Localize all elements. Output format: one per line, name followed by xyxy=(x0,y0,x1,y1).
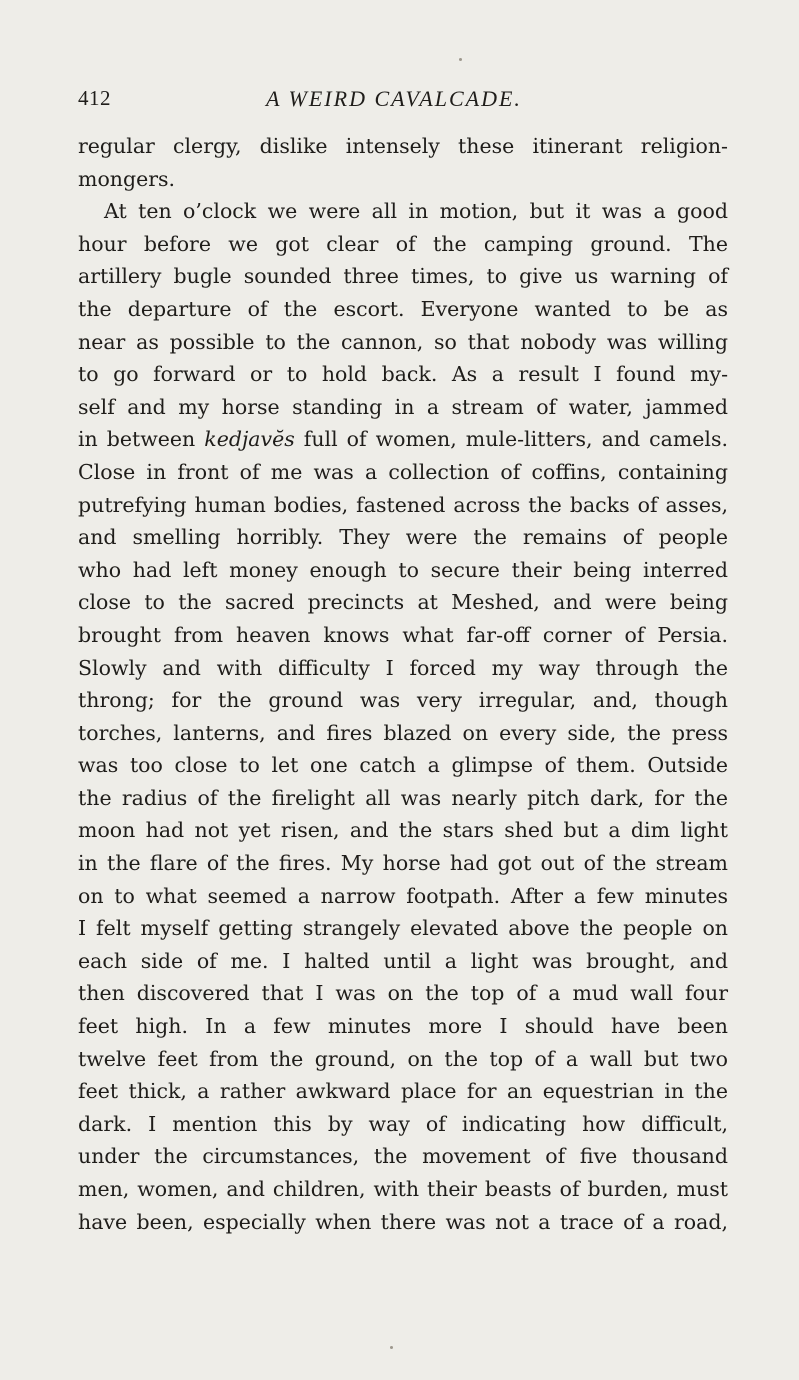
running-head: A WEIRD CAVALCADE. xyxy=(266,86,522,111)
text-line: near as possible to the cannon, so that nobody was willing xyxy=(78,329,728,354)
text-line: in the flare of the fires. My horse had got out of the stream xyxy=(78,851,728,876)
text-line: have been, especially when there was not a trace of a road, xyxy=(78,1209,728,1234)
text-line: mongers. xyxy=(78,166,176,191)
paper-speck xyxy=(459,58,462,61)
text-line: then discovered that I was on the top of a mud wall four xyxy=(78,981,728,1006)
text-line: under the circumstances, the movement of five thousand xyxy=(78,1144,728,1169)
text-line: twelve feet from the ground, on the top of a wall but two xyxy=(78,1046,728,1071)
body-text xyxy=(78,130,728,1238)
text-line: close to the sacred precincts at Meshed, and were being xyxy=(78,590,728,615)
italic-term: kedjavĕs xyxy=(204,427,295,452)
text-line: who had left money enough to secure their being interred xyxy=(78,557,728,582)
text-line: regular clergy, dislike intensely these itinerant religion- xyxy=(78,134,728,158)
text-line: Slowly and with difficulty I forced my way through the xyxy=(78,655,728,680)
text-line: Close in front of me was a collection of coffins, containing xyxy=(78,459,728,484)
text-line: throng; for the ground was very irregular, and, though xyxy=(78,688,728,713)
text-line-with-italic xyxy=(78,423,728,456)
text-line: on to what seemed a narrow footpath. After a few minutes xyxy=(78,883,728,908)
text-segment: full of women, mule-litters, and camels. xyxy=(294,427,728,452)
page-number: 412 xyxy=(78,86,111,110)
text-line: to go forward or to hold back. As a result I found my- xyxy=(78,362,728,387)
text-line: each side of me. I halted until a light was brought, and xyxy=(78,948,728,973)
text-line: I felt myself getting strangely elevated above the people on xyxy=(78,916,728,941)
text-line: self and my horse standing in a stream of water, jammed xyxy=(78,394,728,419)
text-line: brought from heaven knows what far-off corner of Persia. xyxy=(78,622,728,647)
text-line: artillery bugle sounded three times, to give us warning of xyxy=(78,264,728,289)
text-line: feet high. In a few minutes more I should have been xyxy=(78,1014,728,1039)
text-line: and smelling horribly. They were the remains of people xyxy=(78,525,728,550)
text-line: feet thick, a rather awkward place for an equestrian in the xyxy=(78,1079,728,1104)
text-line: men, women, and children, with their beasts of burden, must xyxy=(78,1177,728,1201)
paragraph-first-line: At ten o’clock we were all in motion, but it was a good xyxy=(104,199,728,224)
text-line: torches, lanterns, and fires blazed on every side, the press xyxy=(78,720,728,745)
paper-speck xyxy=(390,1346,393,1349)
text-line: was too close to let one catch a glimpse of them. Outside xyxy=(78,753,728,778)
text-line: moon had not yet risen, and the stars shed but a dim light xyxy=(78,818,728,843)
text-line: hour before we got clear of the camping ground. The xyxy=(78,231,728,256)
text-line: the departure of the escort. Everyone wanted to be as xyxy=(78,296,728,321)
text-line: putrefying human bodies, fastened across the backs of asses, xyxy=(78,492,728,517)
text-line: dark. I mention this by way of indicating how difficult, xyxy=(78,1111,728,1136)
text-line: the radius of the firelight all was nearly pitch dark, for the xyxy=(78,785,728,810)
text-segment: in between xyxy=(78,427,205,452)
page-header xyxy=(78,86,728,118)
